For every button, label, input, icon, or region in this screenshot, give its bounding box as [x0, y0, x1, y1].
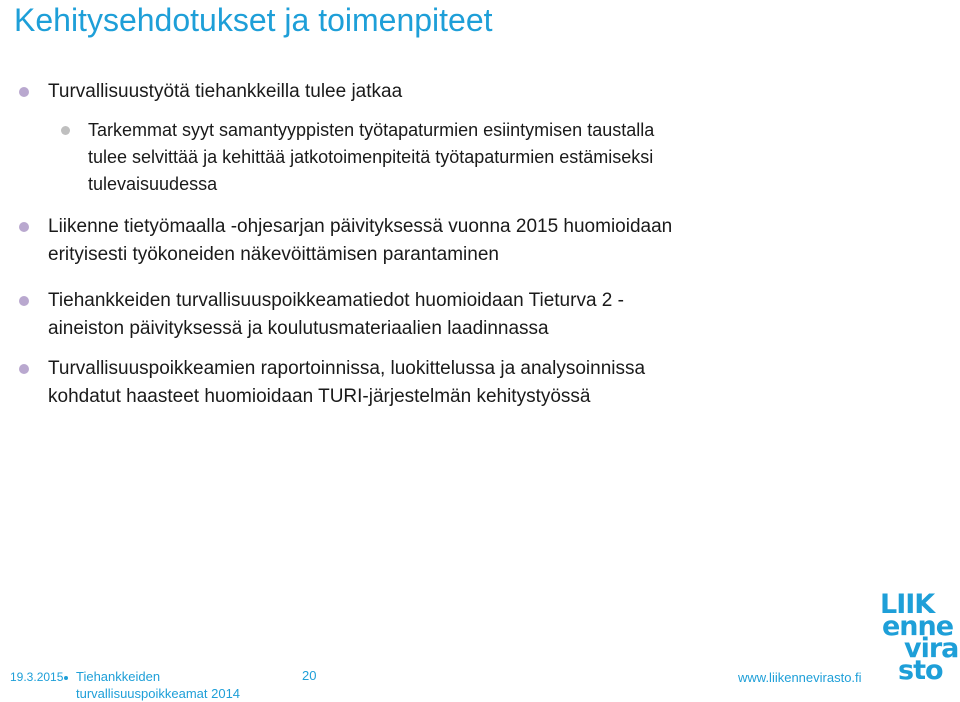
liikennevirasto-logo [878, 589, 959, 686]
bullet-text [48, 287, 624, 343]
bullet-line: Turvallisuustyötä tiehankkeilla tulee jatkaa [48, 81, 403, 102]
sub-bullet-line: tulee selvittää ja kehittää jatkotoimenpiteitä työtapaturmien estämiseksi [88, 147, 654, 167]
logo-line: sto [898, 655, 943, 686]
logo-line: LIIK [880, 589, 935, 620]
sub-bullet-text [88, 117, 654, 198]
bullet-dot-icon [19, 222, 29, 232]
bullet-text [48, 78, 402, 106]
bullet-line: Liikenne tietyömaalla -ohjesarjan päivityksessä vuonna 2015 huomioidaan [48, 216, 673, 237]
footer-event-line: Tiehankkeiden [76, 669, 161, 684]
logo-line: enne [882, 611, 954, 642]
slide-title: Kehitysehdotukset ja toimenpiteet [14, 2, 493, 38]
logo-line: vira [904, 633, 959, 664]
sub-bullet-line: tulevaisuudessa [88, 174, 218, 194]
bullet-line: kohdatut haasteet huomioidaan TURI-järjestelmän kehitystyössä [48, 386, 591, 407]
footer-date: 19.3.2015 [10, 670, 64, 684]
footer-url: www.liikennevirasto.fi [738, 670, 862, 685]
footer-event-title [76, 668, 240, 702]
bullet-line: Tiehankkeiden turvallisuuspoikkeamatiedot huomioidaan Tieturva 2 - [48, 290, 624, 311]
bullet-dot-icon [19, 364, 29, 374]
bullet-text [48, 355, 645, 411]
bullet-dot-icon [19, 296, 29, 306]
bullet-line: Turvallisuuspoikkeamien raportoinnissa, luokittelussa ja analysoinnissa [48, 358, 646, 379]
bullet-line: aineiston päivityksessä ja koulutusmateriaalien laadinnassa [48, 318, 549, 339]
bullet-line: erityisesti työkoneiden näkevöittämisen parantaminen [48, 244, 499, 265]
bullet-dot-icon [19, 87, 29, 97]
sub-bullet-line: Tarkemmat syyt samantyyppisten työtapaturmien esiintymisen taustalla [88, 120, 655, 140]
footer-separator-icon [64, 676, 68, 680]
bullet-text [48, 213, 672, 269]
sub-bullet-dot-icon [61, 126, 70, 135]
page-number: 20 [302, 668, 317, 683]
footer-event-line: turvallisuuspoikkeamat 2014 [76, 686, 241, 701]
